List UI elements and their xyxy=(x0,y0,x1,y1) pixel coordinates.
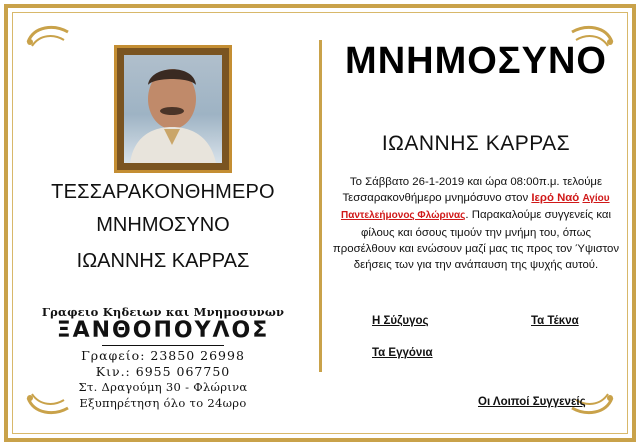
funeral-home-underline xyxy=(102,345,224,346)
funeral-home-office-phone: Γραφείο: 23850 26998 xyxy=(81,348,245,363)
vertical-divider xyxy=(319,40,322,372)
right-deceased-name: ΙΩΑΝΝΗΣ ΚΑΡΡΑΣ xyxy=(381,132,571,155)
left-title-memorial: ΜΝΗΜΟΣΥΝΟ xyxy=(96,214,230,236)
funeral-home-name: ΞΑΝΘΟΠΟΥΛΟΣ xyxy=(56,318,270,343)
funeral-home-mobile-phone: Κιν.: 6955 067750 xyxy=(95,364,231,379)
left-title-40days: ΤΕΣΣΑΡΑΚΟΝΘΗΜΕΡΟ xyxy=(51,181,275,203)
church-name: Αγίου Παντελεήμονος Φλώρινας xyxy=(340,193,610,222)
right-title-memorial: ΜΝΗΜΟΣΥΝΟ xyxy=(345,40,607,82)
signature-children: Τα Τέκνα xyxy=(531,315,579,327)
church-label: Ιερό Ναό xyxy=(531,192,580,205)
corner-ornament-icon xyxy=(24,22,72,50)
signature-grandchildren: Τα Εγγόνια xyxy=(372,347,433,359)
funeral-home-service-hours: Εξυπηρέτηση όλο το 24ωρο xyxy=(79,396,247,410)
announcement-text-part2: . Παρακαλούμε συγγενείς και φίλους και όσους τιμούν την μνήμη του, όπως προσέλθουν και ενώσουν μαζί μας τις προς τον Ύψιστον δεήσεις των για την ανάπαυση της ψυχής αυτού. xyxy=(332,209,620,272)
announcement-text xyxy=(330,174,622,273)
signature-spouse: Η Σύζυγος xyxy=(372,315,429,327)
funeral-home-subtitle: Γραφειο Κηδειων και Μνημοσυνων xyxy=(41,305,285,319)
funeral-home-address: Στ. Δραγούμη 30 - Φλώρινα xyxy=(78,380,248,394)
left-deceased-name: ΙΩΑΝΝΗΣ ΚΑΡΡΑΣ xyxy=(76,250,250,272)
announcement-text-part1: Το Σάββατο 26-1-2019 και ώρα 08:00π.μ. τελούμε Τεσσαρακονθήμερο μνημόσυνο στον xyxy=(342,176,603,205)
signature-relatives: Οι Λοιποί Συγγενείς xyxy=(478,396,586,408)
portrait-photo xyxy=(114,45,232,173)
